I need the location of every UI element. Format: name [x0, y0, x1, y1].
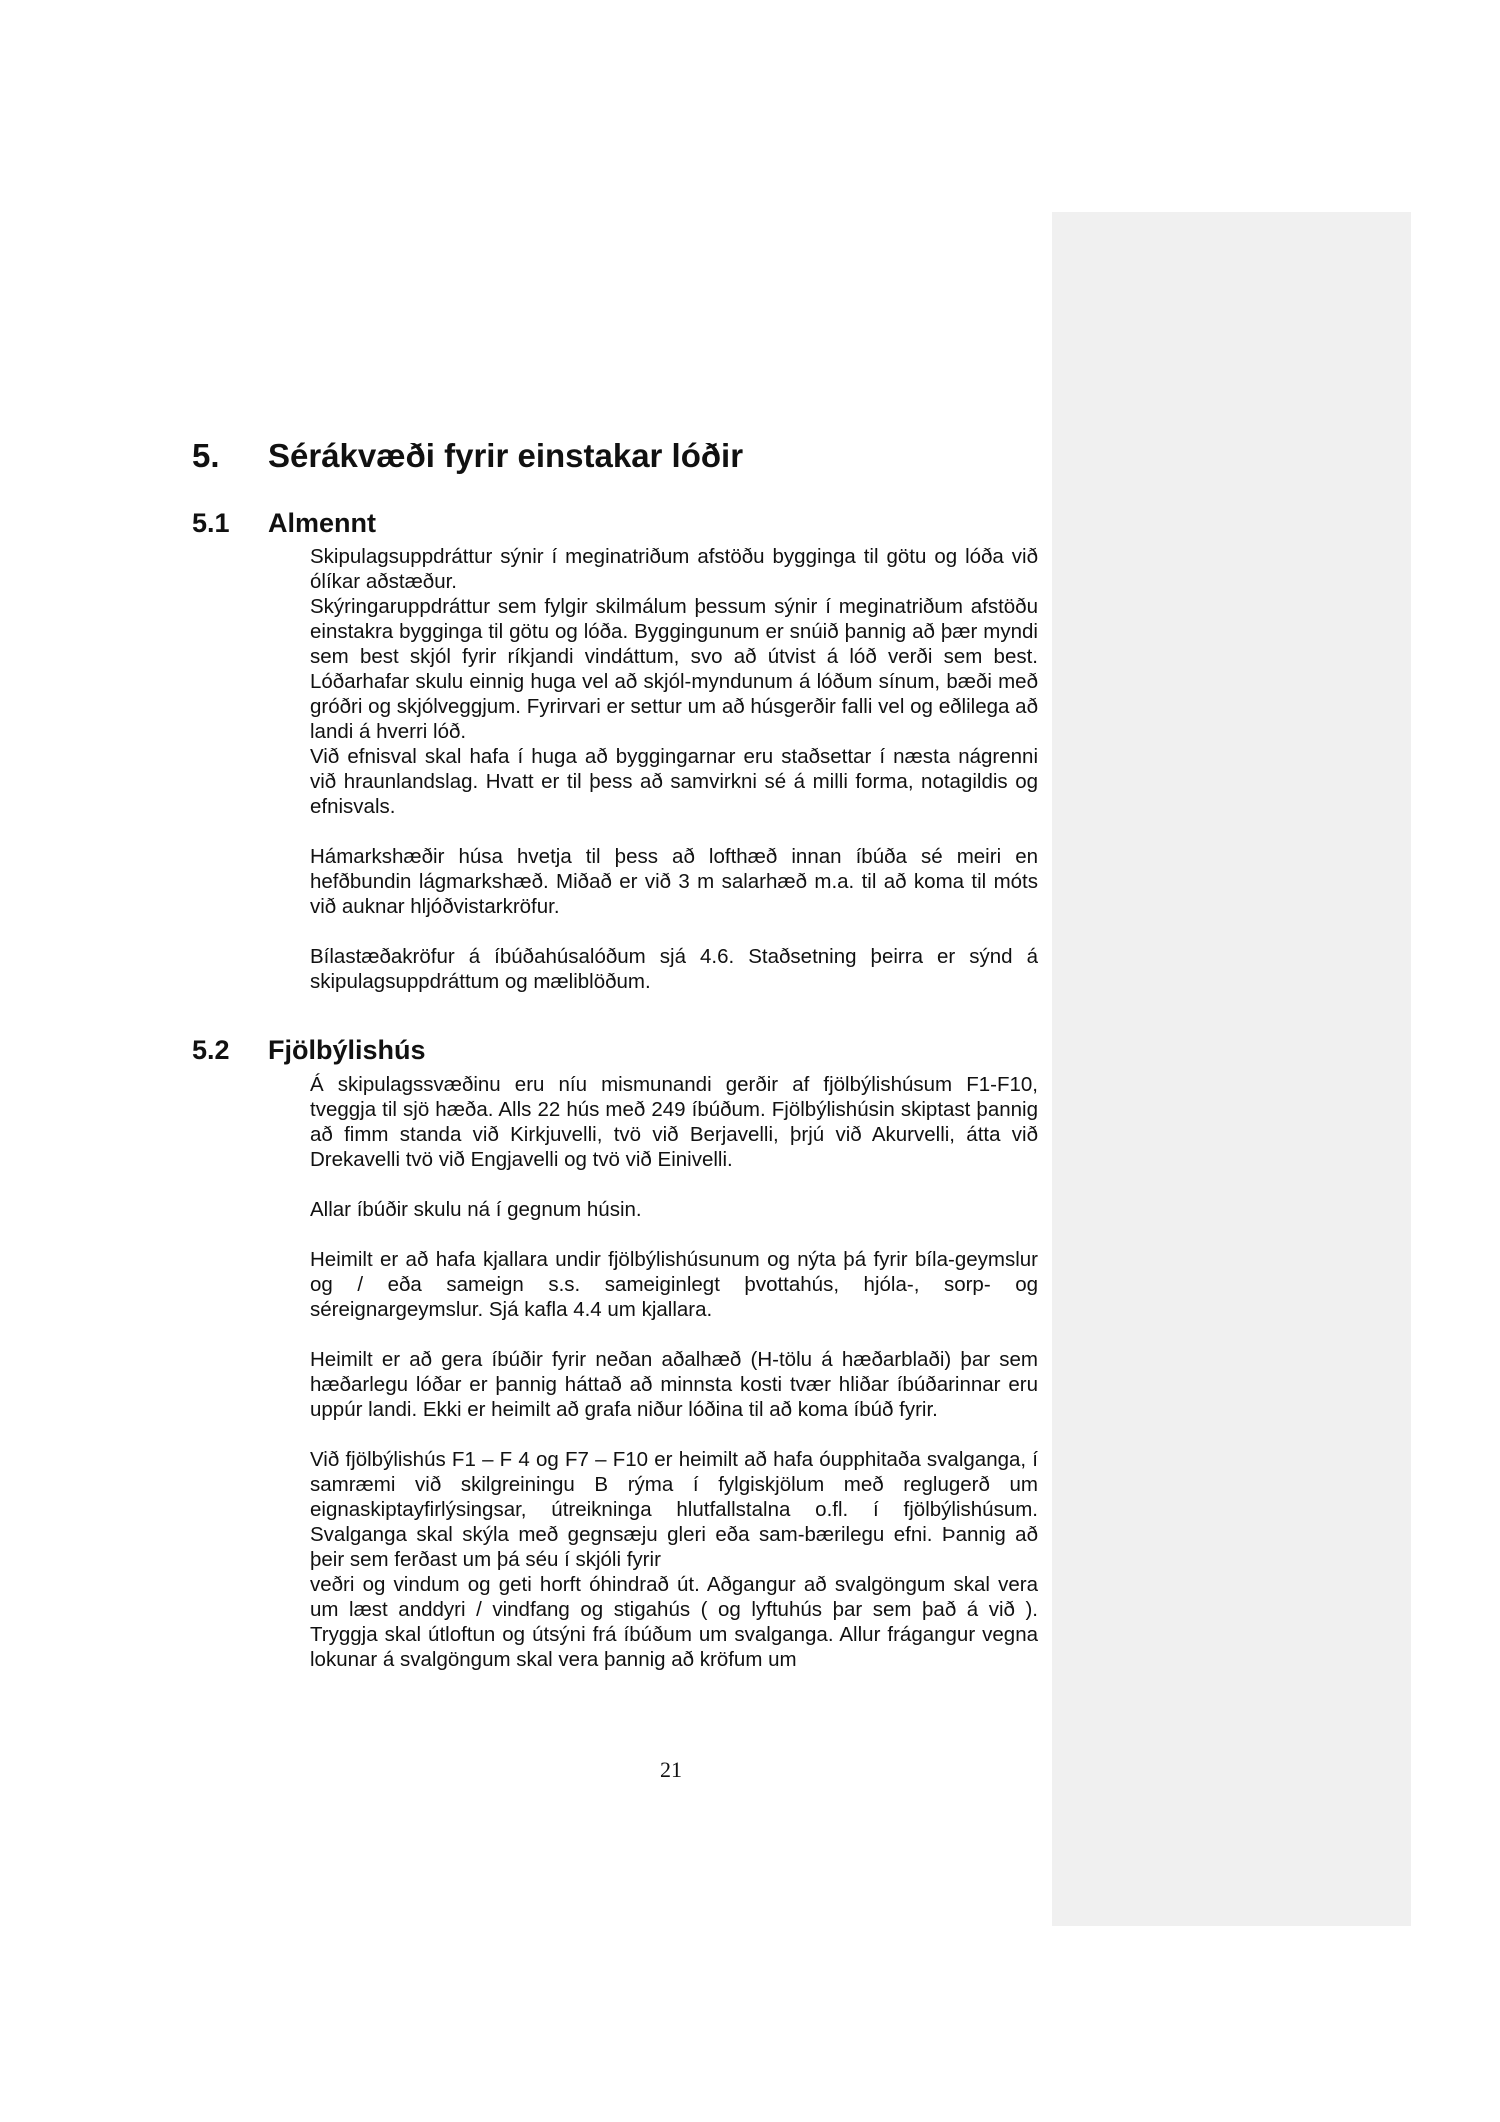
- chapter-number: 5.: [192, 437, 220, 474]
- chapter-heading: [192, 436, 743, 476]
- chapter-title: Sérákvæði fyrir einstakar lóðir: [268, 437, 744, 474]
- body-paragraph: Við efnisval skal hafa í huga að byggingarnar eru staðsettar í næsta nágrenni við hraunlandslag. Hvatt er til þess að samvirkni sé á milli forma, notagildis og efnisvals.: [310, 745, 1038, 818]
- body-paragraph: Skýringaruppdráttur sem fylgir skilmálum þessum sýnir í meginatriðum afstöðu einstakra bygginga til götu og lóða. Byggingunum er snúið þannig að þær myndi sem best skjól fyrir ríkjandi vindáttum, svo að útvist á lóð verði sem best. Lóðarhafar skulu einnig huga vel að skjól-myndunum á lóðum sínum, bæði með gróðri og skjólveggjum. Fyrirvari er settur um að húsgerðir falli vel og eðlilega að landi á hverri lóð.: [310, 595, 1038, 743]
- section-title: Almennt: [268, 508, 376, 538]
- body-paragraph: Hámarkshæðir húsa hvetja til þess að lofthæð innan íbúða sé meiri en hefðbundin lágmarkshæð. Miðað er við 3 m salarhæð m.a. til að koma til móts við auknar hljóðvistarkröfur.: [310, 845, 1038, 918]
- section-body-almennt: [310, 544, 1038, 994]
- body-paragraph: Skipulagsuppdráttur sýnir í meginatriðum afstöðu bygginga til götu og lóða við ólíkar aðstæður.: [310, 545, 1038, 593]
- section-number: 5.1: [192, 508, 230, 538]
- comment-margin-panel: [1052, 212, 1411, 1926]
- body-paragraph: Heimilt er að gera íbúðir fyrir neðan aðalhæð (H-tölu á hæðarblaði) þar sem hæðarlegu lóðar er þannig háttað að minnsta kosti tvær hliðar íbúðarinnar eru uppúr landi. Ekki er heimilt að grafa niður lóðina til að koma íbúð fyrir.: [310, 1348, 1038, 1421]
- body-paragraph: Heimilt er að hafa kjallara undir fjölbýlishúsunum og nýta þá fyrir bíla-geymslur og / eða sameign s.s. sameiginlegt þvottahús, hjóla-, sorp- og séreignargeymslur. Sjá kafla 4.4 um kjallara.: [310, 1248, 1038, 1321]
- body-paragraph: Bílastæðakröfur á íbúðahúsalóðum sjá 4.6. Staðsetning þeirra er sýnd á skipulagsuppdráttum og mæliblöðum.: [310, 945, 1038, 993]
- section-heading-almennt: [192, 506, 376, 540]
- body-paragraph: Við fjölbýlishús F1 – F 4 og F7 – F10 er heimilt að hafa óupphitaða svalganga, í samræmi við skilgreiningu B rýma í fylgiskjölum með reglugerð um eignaskiptayfirlýsingsar, útreikninga hlutfallstalna o.fl. í fjölbýlishúsum. Svalganga skal skýla með gegnsæju gleri eða sam-bærilegu efni. Þannig að þeir sem ferðast um þá séu í skjóli fyrir: [310, 1448, 1038, 1571]
- body-paragraph: Á skipulagssvæðinu eru níu mismunandi gerðir af fjölbýlishúsum F1-F10, tveggja til sjö hæða. Alls 22 hús með 249 íbúðum. Fjölbýlishúsin skiptast þannig að fimm standa við Kirkjuvelli, tvö við Berjavelli, þrjú við Akurvelli, átta við Drekavelli tvö við Engjavelli og tvö við Einivelli.: [310, 1073, 1038, 1171]
- body-paragraph: Allar íbúðir skulu ná í gegnum húsin.: [310, 1198, 642, 1221]
- page-number: 21: [660, 1757, 682, 1782]
- section-body-fjolbylishus: [310, 1072, 1038, 1672]
- section-heading-fjolbylishus: [192, 1033, 426, 1067]
- section-title: Fjölbýlishús: [268, 1035, 426, 1065]
- section-number: 5.2: [192, 1035, 230, 1065]
- body-paragraph: veðri og vindum og geti horft óhindrað út. Aðgangur að svalgöngum skal vera um læst anddyri / vindfang og stigahús ( og lyftuhús þar sem það á við ). Tryggja skal útloftun og útsýni frá íbúðum um svalganga. Allur frágangur vegna lokunar á svalgöngum skal vera þannig að kröfum um: [310, 1573, 1038, 1671]
